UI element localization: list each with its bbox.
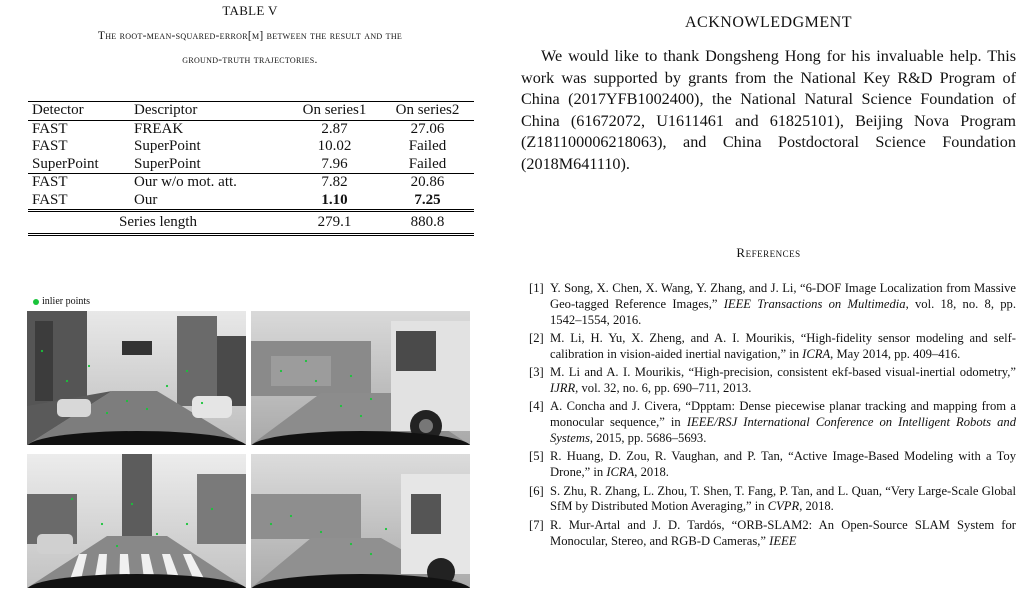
series-length-s1: 279.1 [288,211,381,235]
acknowledgment-body: We would like to thank Dongsheng Hong for his invaluable help. This work was supported by grants from the National Key R&D Program of China (2017YFB1002400), the National Natural Science Foundation of China (61672072, U1611461 and 61825101), Beijing Nova Program (Z181100006218063), and China Postdoctoral Science Foundation (2018M641110). [521,47,1016,173]
reference-item [521,281,1016,328]
table-caption [0,24,500,72]
reference-venue: ICRA [606,465,635,480]
camera-frame-4 [251,454,470,588]
header-series1: On series1 [302,102,367,118]
table-row [28,156,474,174]
reference-item [521,365,1016,397]
street-scene-image [251,311,470,445]
inlier-figure [25,296,480,592]
cell-detector: FAST [32,120,68,137]
reference-text: A. Concha and J. Civera, “Dpptam: Dense piecewise planar tracking and mapping from a monocular sequence,” in IEEE/RSJ International Conference on Intelligent Robots and Systems, 2015, pp. 5686–5693. [550,399,1016,445]
reference-number: [3] [529,365,544,380]
acknowledgment-heading: ACKNOWLEDGMENT [685,14,852,31]
header-detector: Detector [32,102,84,118]
cell-series1-best: 1.10 [288,192,381,211]
references-list [521,281,1016,552]
table-caption-line-2: ground-truth trajectories. [182,54,318,66]
cell-descriptor: Our w/o mot. att. [130,174,288,192]
legend-label: inlier points [42,296,91,307]
legend-dot-icon [33,299,39,305]
reference-venue: IEEE/RSJ International Conference on Intelligent Robots and Systems [550,415,1016,445]
cell-detector: FAST [28,174,130,192]
street-scene-image [251,454,470,588]
cell-series2: 27.06 [410,120,445,137]
reference-text: M. Li and A. I. Mourikis, “High-precision, consistent ekf-based visual-inertial odometry,” IJRR, vol. 32, no. 6, pp. 690–711, 2013. [550,365,1016,395]
table-label: TABLE V [222,3,278,18]
reference-item [521,518,1016,550]
reference-number: [7] [529,517,544,532]
cell-series2: 20.86 [381,174,474,192]
header-series2: On series2 [395,102,460,118]
cell-descriptor: SuperPoint [134,155,201,172]
camera-frame-2 [251,311,470,445]
results-table [28,101,474,236]
reference-number: [6] [529,483,544,498]
table-row [28,192,474,211]
cell-series2-best: 7.25 [381,192,474,211]
reference-venue: IJRR [550,380,576,395]
cell-descriptor: SuperPoint [134,138,201,154]
cell-series2: Failed [408,155,447,172]
camera-frame-1 [27,311,246,445]
table-row [28,138,474,156]
reference-venue: IEEE [769,533,797,548]
reference-venue: ICRA [802,346,831,361]
reference-item [521,449,1016,481]
table-row [28,174,474,192]
series-length-s2: 880.8 [381,211,474,235]
reference-item [521,484,1016,516]
street-scene-image [27,311,246,445]
cell-descriptor: Our [130,192,288,211]
reference-number: [1] [529,281,544,295]
cell-series1: 10.02 [317,138,352,154]
cell-series1: 7.96 [321,155,348,172]
reference-number: [5] [529,449,544,464]
reference-text: R. Mur-Artal and J. D. Tardós, “ORB-SLAM2: An Open-Source SLAM System for Monocular, Stereo, and RGB-D Cameras,” IEEE [550,517,1016,548]
cell-detector: SuperPoint [32,155,99,172]
reference-text: S. Zhu, R. Zhang, L. Zhou, T. Shen, T. Fang, P. Tan, and L. Quan, “Very Large-Scale Global SfM by Distributed Motion Averaging,” in CVPR, 2018. [550,483,1016,514]
references-heading: References [736,245,801,260]
table-header-row [28,102,474,121]
camera-frame-3 [27,454,246,588]
cell-series1: 2.87 [321,120,348,137]
cell-detector: FAST [32,138,68,154]
reference-venue: CVPR [767,499,800,514]
cell-series2: Failed [408,138,447,154]
table-caption-line-1: The root-mean-squared-error[m] between the result and the [97,30,403,42]
reference-text: R. Huang, D. Zou, R. Vaughan, and P. Tan, “Active Image-Based Modeling with a Toy Drone,” in ICRA, 2018. [550,449,1016,480]
reference-number: [2] [529,330,544,345]
reference-item [521,331,1016,363]
reference-text: M. Li, H. Yu, X. Zheng, and A. I. Mourikis, “High-fidelity sensor modeling and self-calibration in vision-aided inertial navigation,” in ICRA, May 2014, pp. 409–416. [550,330,1016,361]
header-descriptor: Descriptor [134,102,198,118]
reference-item [521,399,1016,446]
figure-legend [33,296,90,307]
cell-series1: 7.82 [288,174,381,192]
reference-text: Y. Song, X. Chen, X. Wang, Y. Zhang, and J. Li, “6-DOF Image Localization from Massive Geo-tagged Reference Images,” IEEE Transactions on Multimedia, vol. 18, no. 8, pp. 1542–1554, 2016. [550,281,1016,327]
reference-number: [4] [529,399,544,414]
reference-venue: IEEE Transactions on Multimedia [723,296,906,311]
cell-descriptor: FREAK [134,120,184,137]
cell-detector: FAST [28,192,130,211]
street-scene-image [27,454,246,588]
table-row [28,120,474,138]
series-length-label: Series length [28,211,288,235]
series-length-row [28,211,474,235]
